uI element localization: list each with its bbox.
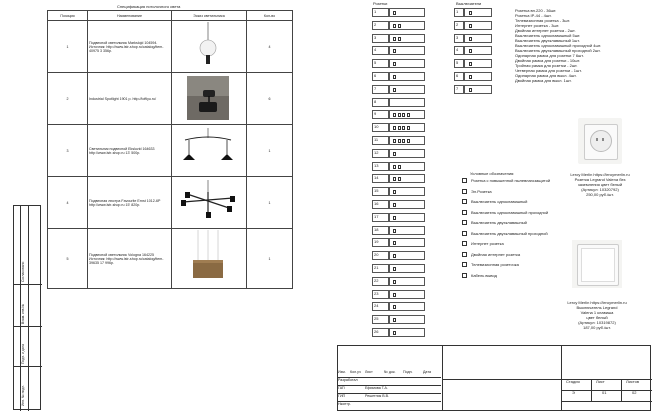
socket-symbol-cell [389,238,425,247]
legend-icon [462,199,467,204]
socket-symbol-cell [389,302,425,311]
socket-icon [393,24,396,28]
table-row [454,59,494,68]
table-row [454,21,494,30]
socket-number: 13 [372,162,389,171]
socket-icon [393,11,396,15]
table-row [454,85,494,94]
spec-qty: 6 [247,73,293,125]
product-line: заземления цвет белый [577,182,623,187]
legend-label: Выключатель двухклавишный [471,220,527,225]
spec-pos: 5 [48,229,88,289]
socket-number: 4 [372,46,389,55]
spec-sketch [172,229,247,289]
socket-symbol-cell [389,34,425,43]
socket-number: 17 [372,213,389,222]
title-block-col-header: Дата [423,370,431,374]
switch-icon [469,88,472,92]
table-row [372,213,428,222]
legend-label: Эл.Розетка [471,188,492,194]
spec-sketch [172,73,247,125]
summary-item: Тройная рамка для розетки - 2шт. [515,63,578,68]
socket-icon [402,139,405,143]
legend-icon [462,220,467,225]
table-row [372,238,428,247]
socket-icon [407,126,410,130]
table-row [372,264,428,273]
switch-symbol-cell [464,59,492,68]
socket-number: 16 [372,200,389,209]
socket-icon [393,229,396,233]
legend-label: Кабель вывод [471,272,497,278]
table-row [372,277,428,286]
spec-name: Подвесной светильник Vologna 164225 Источник: http://www.lstr-shop.ru/catalog/item-39635 17 996р. [88,229,172,289]
double-pendant-image [173,126,243,174]
title-block-grid [337,370,441,410]
socket-number: 3 [372,34,389,43]
socket-symbol-cell [389,46,425,55]
legend-label: Двойная интернет розетка [471,251,521,257]
table-row [372,328,428,337]
switches-header: Выключатели [456,1,482,6]
socket-icon [393,113,396,117]
socket-number: 5 [372,59,389,68]
socket-number: 22 [372,277,389,286]
legend-icon [462,189,467,194]
spec-title: Спецификация потолочного света [117,4,181,9]
table-row [454,8,494,17]
margin-label: Инв. № подл. [21,384,25,406]
socket-symbol-cell [389,213,425,222]
spec-header-qty: Кол-во [247,11,293,21]
spec-qty: 1 [247,229,293,289]
table-row [372,136,428,145]
socket-symbol-cell [389,251,425,260]
socket-number: 20 [372,251,389,260]
table-row [372,123,428,132]
switch-photo [572,240,622,288]
margin-label: Подп. и дата [21,344,25,364]
table-row [372,302,428,311]
spec-header-name: Наименование [88,11,172,21]
socket-number: 24 [372,302,389,311]
product-line: 187,00 руб./шт. [583,325,611,330]
table-row [372,21,428,30]
socket-symbol-cell [389,21,425,30]
socket-symbol-cell [389,277,425,286]
margin-label: Взам. инв.№ [21,303,25,324]
legend-label: Выключатель двухклавишный проходной [471,230,548,236]
socket-icon [393,190,396,194]
socket-symbol-cell [389,162,425,171]
switch-number: 4 [454,46,464,55]
table-row [454,34,494,43]
switches-table [454,8,494,103]
socket-number: 21 [372,264,389,273]
socket-icon [393,88,396,92]
socket-symbol-cell [389,123,425,132]
socket-symbol-cell [389,174,425,183]
switch-number: 5 [454,59,464,68]
switch-symbol-cell [464,21,492,30]
title-block-col-header: Подп. [403,370,413,374]
summary-list [515,8,625,83]
socket-symbol-cell [389,85,425,94]
socket-number: 15 [372,187,389,196]
product-line: (Артикул: 10320792) [581,187,619,192]
socket-icon [402,126,405,130]
socket-icon [402,113,405,117]
summary-item: Одинарная рамка для выкл. 4шт. [515,73,577,78]
socket-number: 18 [372,226,389,235]
summary-item: Выключатель одноклавишный проходной 4шт. [515,43,602,48]
switch-icon [469,24,472,28]
chandelier-image [173,178,243,226]
table-row [372,46,428,55]
socket-icon [398,165,401,169]
title-block-name: Ефимова Т.А. [365,386,388,390]
table-row [454,46,494,55]
title-block-col-header: № док. [384,370,396,374]
stage-value: 02 [632,390,637,395]
spec-sketch [172,125,247,177]
socket-symbol-cell [389,328,425,337]
switch-icon [469,11,472,15]
stage-cells [560,378,651,400]
legend-icon [462,273,467,278]
switch-number: 3 [454,34,464,43]
socket-symbol-cell [389,59,425,68]
switch-product-info [562,300,632,330]
spec-sketch [172,177,247,229]
spec-qty: 1 [247,177,293,229]
socket-number: 19 [372,238,389,247]
socket-symbol-cell [389,98,425,107]
switch-number: 2 [454,21,464,30]
stage-header: Лист [596,379,605,384]
switch-number: 7 [454,85,464,94]
stage-header: Стадия [566,379,580,384]
switch-icon [469,37,472,41]
table-row [48,125,293,177]
sockets-header: Розетки [373,1,388,6]
table-row [372,200,428,209]
legend-title: Условные обозначения: [470,171,515,176]
title-block-col-header: Изм. [338,370,346,374]
socket-symbol-cell [389,72,425,81]
title-block-col-header: Кол.уч [350,370,361,374]
table-row [48,21,293,73]
socket-number: 12 [372,149,389,158]
legend-icon [462,262,467,267]
table-row [372,315,428,324]
socket-icon [393,139,396,143]
socket-icon [398,126,401,130]
product-line: Розетка Legrand Valena без [574,177,626,182]
summary-item: Телевизионная розетка - 3шт. [515,18,571,23]
spec-qty: 1 [247,125,293,177]
summary-item: Розетка IP-44 - 4шт. [515,13,552,18]
table-row [372,34,428,43]
spec-name: Подвесной светильник Markslojd 104594. Источник: http://www.lstr-shop.ru/catalog/item-40975 3 356р. [88,21,172,73]
table-row [372,187,428,196]
legend-label: Выключатель одноклавишный [471,199,528,204]
socket-icon [398,139,401,143]
table-row [372,290,428,299]
title-block-row-line [337,393,441,394]
socket-number: 2 [372,21,389,30]
table-row [372,85,428,94]
socket-number: 26 [372,328,389,337]
spec-pos: 3 [48,125,88,177]
spec-pos: 2 [48,73,88,125]
table-row [48,177,293,229]
title-block-role: ГАП [338,386,345,390]
rattan-pendant-image [173,230,243,286]
sockets-table [372,8,428,343]
socket-number: 10 [372,123,389,132]
legend-icon [462,252,467,257]
legend-label: Телевизионная розеточка [471,262,519,267]
socket-icon [393,331,396,335]
table-row [372,174,428,183]
spec-qty: 4 [247,21,293,73]
socket-icon [393,152,396,156]
socket-icon [393,126,396,130]
legend-label: Розетка с повышенной пылевлагозащитой [471,178,551,183]
socket-number: 25 [372,315,389,324]
spec-name: Подвесная люстра Favourite Ernst 1012-6P http://www.lstr-shop.ru 15' 820р. [88,177,172,229]
socket-symbol-cell [389,290,425,299]
socket-icon [393,267,396,271]
title-block-row-line [337,401,441,402]
socket-product-info [565,172,635,197]
socket-number: 23 [372,290,389,299]
socket-icon [393,305,396,309]
stage-value: Э [572,390,575,395]
socket-icon [398,24,401,28]
socket-icon [398,37,401,41]
socket-photo [578,118,622,164]
spotlight-image [173,74,243,122]
stage-header: Листов [626,379,639,384]
stage-value: 01 [602,390,607,395]
switch-symbol-cell [464,46,492,55]
socket-icon [393,254,396,258]
summary-item: Двойная рамка для выкл. 1шт. [515,78,572,83]
socket-icon [398,177,401,181]
socket-icon [393,75,396,79]
socket-icon [393,216,396,220]
table-row [372,59,428,68]
legend-icon [462,231,467,236]
table-row [372,226,428,235]
spec-pos: 1 [48,21,88,73]
product-line: Leroy Merlin https://leroymerlin.ru [567,300,627,305]
product-line: Valena 1 клавиша [580,310,614,315]
legend-icon [462,241,467,246]
socket-number: 14 [372,174,389,183]
switch-symbol-cell [464,34,492,43]
pendant-lamp-image [173,22,243,70]
table-row [372,8,428,17]
product-line: цвет белый [586,315,608,320]
table-row [372,110,428,119]
table-row [372,98,428,107]
summary-item: Розетка вн.220 - 36шт. [515,8,557,13]
table-row [372,251,428,260]
table-row [454,72,494,81]
spec-header-position: Позиция [48,11,88,21]
socket-icon [393,62,396,66]
spec-name: Светильник подвесной Eksluvid 164633 http://www.lstr-shop.ru 13' 500р. [88,125,172,177]
socket-symbol-cell [389,8,425,17]
summary-item: Выключатель двухклавишный проходной 2шт. [515,48,601,53]
socket-icon [407,139,410,143]
summary-item: Одинарная рамка для розетки 7 6шт. [515,53,584,58]
table-row [372,72,428,81]
spec-sketch [172,21,247,73]
title-block-role: Разработал [338,378,358,382]
socket-symbol-cell [389,110,425,119]
table-row [48,73,293,125]
product-line: Выключатель Legrand [576,305,618,310]
summary-item: Выключатель одноклавишный 5шт. [515,33,581,38]
socket-symbol-cell [389,315,425,324]
switch-symbol-cell [464,72,492,81]
socket-icon [407,113,410,117]
product-line: Leroy Merlin https://leroymerlin.ru [570,172,630,177]
socket-icon [393,318,396,322]
socket-number: 9 [372,110,389,119]
socket-icon [393,293,396,297]
socket-symbol-cell [389,226,425,235]
switch-symbol-cell [464,85,492,94]
legend-icon [462,178,467,183]
socket-number: 7 [372,85,389,94]
spec-pos: 4 [48,177,88,229]
title-block-role: Нконтр. [338,402,351,406]
socket-icon [393,37,396,41]
socket-symbol-cell [389,200,425,209]
summary-item: Двойная интернет розетка - 2шт. [515,28,576,33]
switch-icon [469,62,472,66]
spec-name: Industrial Spotlight 1901 р. http://loftlyu.ru/ [88,73,172,125]
product-line: (Артикул: 10319872) [578,320,616,325]
socket-symbol-cell [389,149,425,158]
socket-symbol-cell [389,136,425,145]
switch-number: 6 [454,72,464,81]
legend-icon [462,210,467,215]
title-block-row-line [337,377,441,378]
table-row [372,162,428,171]
switch-number: 1 [454,8,464,17]
legend-label: Выключатель одноклавишный проходной [471,209,549,215]
switch-icon [469,49,472,53]
switch-icon [469,75,472,79]
margin-label: Согласовано [21,261,25,282]
socket-icon [393,241,396,245]
socket-icon [393,177,396,181]
spec-header-sketch: Эскиз светильника [172,11,247,21]
table-row [372,149,428,158]
legend-label: Интернет розетка [471,241,504,246]
title-block-row-line [337,385,441,386]
socket-number: 6 [372,72,389,81]
margin-stamp [13,205,41,410]
title-block-name: Решетник В.В. [365,394,389,398]
socket-icon [393,165,396,169]
summary-item: Двойная рамка для розетки - 10шт. [515,58,581,63]
legend-list [462,178,572,288]
spec-table [47,4,292,289]
socket-icon [393,203,396,207]
socket-icon [393,49,396,53]
socket-number: 1 [372,8,389,17]
summary-item: Четверная рамка для розетки - 1шт. [515,68,582,73]
socket-number: 11 [372,136,389,145]
switch-symbol-cell [464,8,492,17]
socket-number: 8 [372,98,389,107]
socket-symbol-cell [389,187,425,196]
product-line: 250,00 руб./шт. [586,192,614,197]
socket-icon [398,113,401,117]
title-block-role: ГИП [338,394,346,398]
socket-symbol-cell [389,264,425,273]
summary-item: Выключатель двухклавишный 1шт. [515,38,580,43]
table-row [48,229,293,289]
summary-item: Интернет розетка - 3шт. [515,23,560,28]
socket-icon [393,280,396,284]
title-block-col-header: Лист [365,370,373,374]
